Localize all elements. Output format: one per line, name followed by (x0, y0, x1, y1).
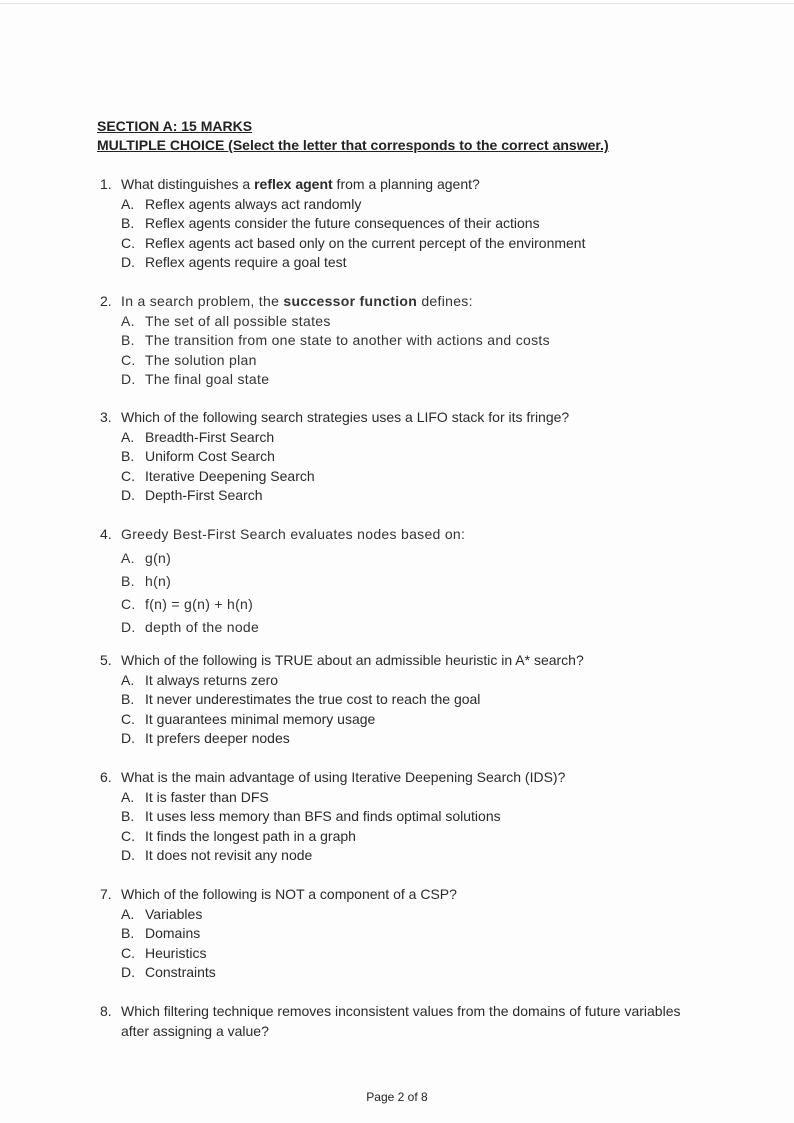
option-letter: C. (121, 710, 135, 727)
answer-option (121, 468, 315, 484)
option-letter: B. (121, 215, 135, 231)
option-letter: B. (121, 573, 135, 589)
question-text (121, 886, 457, 902)
answer-option (121, 847, 312, 863)
question-text (121, 409, 569, 425)
option-letter: B. (121, 691, 135, 707)
question-number: 8. (100, 1003, 112, 1019)
option-letter: C. (121, 351, 136, 368)
answer-option (121, 808, 501, 824)
option-letter: C. (121, 467, 135, 484)
option-text: It does not revisit any node (145, 847, 313, 863)
instructions: MULTIPLE CHOICE (Select the letter that corresponds to the correct answer.) (97, 137, 609, 153)
question-number: 3. (100, 409, 112, 425)
page-footer: Page 2 of 8 (366, 1090, 428, 1104)
answer-option (121, 945, 206, 961)
answer-option (121, 828, 356, 844)
option-text: f(n) = g(n) + h(n) (145, 596, 254, 612)
answer-option (121, 573, 171, 589)
option-letter: A. (121, 671, 135, 688)
question-text (121, 526, 465, 542)
option-letter: D. (121, 254, 135, 270)
question-text-part: Greedy Best-First Search evaluates nodes based on: (121, 526, 466, 542)
option-text: It always returns zero (145, 671, 279, 688)
answer-option (121, 925, 200, 941)
answer-option (121, 313, 331, 329)
question-text (121, 293, 473, 309)
option-letter: B. (121, 808, 135, 824)
answer-option (121, 596, 253, 612)
option-letter: B. (121, 332, 135, 348)
option-letter: D. (121, 487, 135, 503)
question-text-part: Which filtering technique removes inconsistent values from the domains of future variables (121, 1003, 681, 1019)
option-text: depth of the node (145, 619, 260, 635)
answer-option (121, 487, 262, 503)
answer-option (121, 789, 269, 805)
question-text-part: Which of the following is TRUE about an admissible heuristic in A* search? (121, 652, 584, 668)
option-text: The solution plan (145, 351, 257, 368)
option-letter: C. (121, 596, 136, 612)
answer-option (121, 672, 278, 688)
answer-option (121, 254, 347, 270)
option-letter: A. (121, 195, 135, 212)
question-number: 1. (100, 176, 112, 192)
option-letter: A. (121, 550, 135, 566)
option-letter: B. (121, 925, 135, 941)
answer-option (121, 711, 375, 727)
question-number: 4. (100, 526, 112, 542)
question-text-part: Which of the following search strategies uses a LIFO stack for its fringe? (121, 409, 570, 425)
option-text: It uses less memory than BFS and finds optimal solutions (145, 808, 501, 824)
option-letter: D. (121, 619, 136, 635)
option-text: Domains (145, 925, 201, 941)
answer-option (121, 429, 274, 445)
option-text: The final goal state (145, 371, 270, 387)
answer-option (121, 730, 290, 746)
question-text-continuation: after assigning a value? (121, 1022, 269, 1039)
option-letter: C. (121, 944, 135, 961)
question-key-term: reflex agent (254, 176, 333, 192)
section-header: SECTION A: 15 MARKS (97, 118, 253, 134)
question-number: 2. (100, 293, 112, 309)
answer-option (121, 371, 269, 387)
option-letter: A. (121, 788, 135, 805)
question-text-part: Which of the following is NOT a component of a CSP? (121, 886, 457, 902)
question-text-part: defines: (417, 293, 473, 309)
option-text: It prefers deeper nodes (145, 730, 290, 746)
answer-option (121, 964, 216, 980)
option-text: Reflex agents consider the future consequences of their actions (145, 215, 540, 231)
option-letter: C. (121, 234, 135, 251)
answer-option (121, 550, 171, 566)
answer-option (121, 691, 480, 707)
option-text: The set of all possible states (145, 312, 331, 329)
question-text (121, 652, 584, 668)
option-text: Depth-First Search (145, 487, 263, 503)
option-letter: A. (121, 312, 135, 329)
option-text: It finds the longest path in a graph (145, 827, 356, 844)
question-text (121, 176, 480, 192)
question-text (121, 1003, 681, 1019)
option-letter: A. (121, 428, 135, 445)
answer-option (121, 196, 361, 212)
option-text: Variables (145, 905, 203, 922)
option-letter: C. (121, 827, 135, 844)
option-text: g(n) (145, 550, 172, 566)
answer-option (121, 332, 550, 348)
question-number: 5. (100, 652, 112, 668)
question-text-part: In a search problem, the (121, 293, 284, 309)
question-text (121, 769, 565, 785)
option-letter: A. (121, 905, 135, 922)
answer-option (121, 906, 202, 922)
scan-edge (0, 3, 794, 4)
answer-option (121, 235, 586, 251)
option-text: Reflex agents require a goal test (145, 254, 347, 270)
answer-option (121, 448, 275, 464)
question-text-part: from a planning agent? (332, 176, 480, 192)
option-letter: D. (121, 730, 135, 746)
option-letter: D. (121, 847, 135, 863)
option-letter: D. (121, 371, 136, 387)
option-text: It is faster than DFS (145, 788, 269, 805)
answer-option (121, 352, 257, 368)
option-text: It guarantees minimal memory usage (145, 710, 376, 727)
option-text: Reflex agents always act randomly (145, 195, 362, 212)
option-text: Iterative Deepening Search (145, 467, 315, 484)
option-text: Breadth-First Search (145, 428, 275, 445)
question-text-part: What distinguishes a (121, 176, 255, 192)
question-number: 7. (100, 886, 112, 902)
option-text: Reflex agents act based only on the current percept of the environment (145, 234, 586, 251)
question-text-part: What is the main advantage of using Iterative Deepening Search (IDS)? (121, 769, 566, 785)
answer-option (121, 215, 540, 231)
option-letter: B. (121, 448, 135, 464)
question-key-term: successor function (283, 293, 418, 309)
question-number: 6. (100, 769, 112, 785)
answer-option (121, 619, 259, 635)
option-letter: D. (121, 964, 135, 980)
option-text: h(n) (145, 573, 172, 589)
option-text: Uniform Cost Search (145, 448, 275, 464)
option-text: Constraints (145, 964, 216, 980)
option-text: Heuristics (145, 944, 207, 961)
option-text: The transition from one state to another with actions and costs (145, 332, 550, 348)
option-text: It never underestimates the true cost to reach the goal (145, 691, 481, 707)
